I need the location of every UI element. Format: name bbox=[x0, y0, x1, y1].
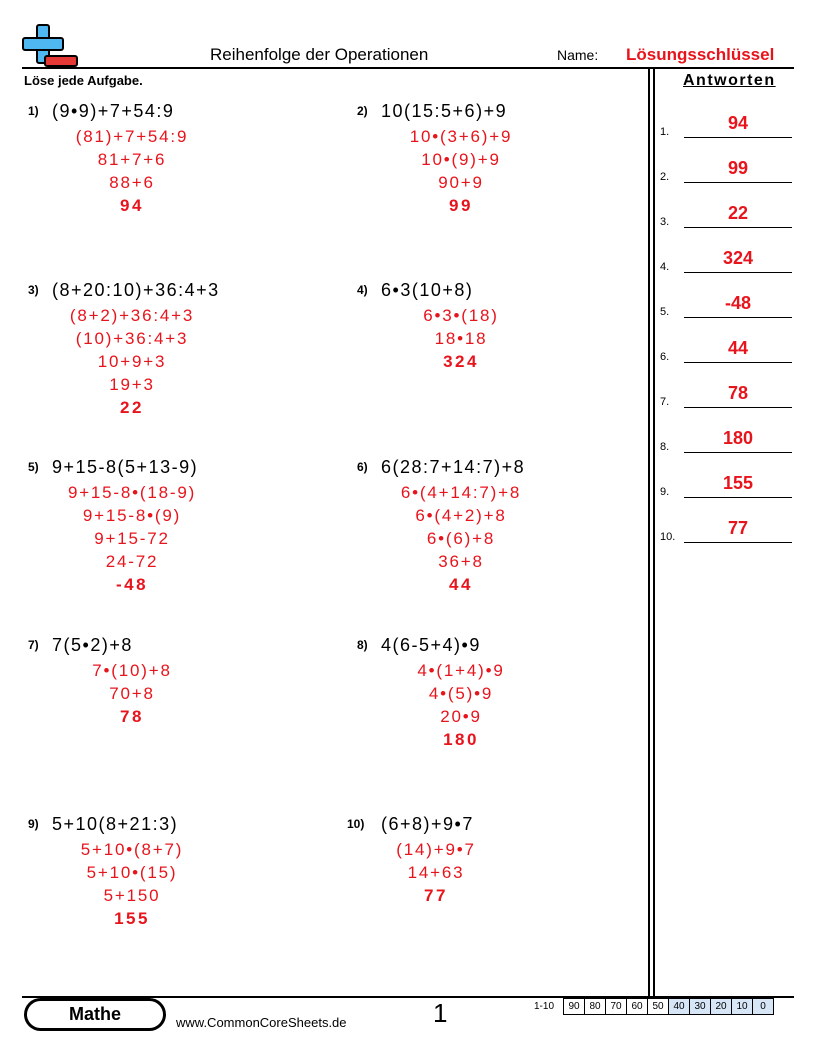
problem-expression: (9•9)+7+54:9 bbox=[52, 101, 175, 121]
logo-icon bbox=[22, 24, 78, 68]
answers-title: Antworten bbox=[683, 72, 776, 89]
header-divider bbox=[22, 67, 794, 69]
score-cell: 0 bbox=[752, 998, 774, 1015]
problem-number: 8) bbox=[357, 638, 368, 652]
score-cell: 50 bbox=[647, 998, 669, 1015]
answer-label: 1. bbox=[660, 126, 670, 138]
column-divider bbox=[653, 68, 655, 996]
problem-expression: 4(6-5+4)•9 bbox=[381, 635, 481, 655]
score-table bbox=[534, 998, 774, 1015]
solution-steps bbox=[381, 304, 541, 373]
answer-row-9 bbox=[660, 470, 795, 500]
answer-line bbox=[684, 542, 792, 543]
score-range-label: 1-10 bbox=[534, 1001, 555, 1012]
problem-expression: 6(28:7+14:7)+8 bbox=[381, 457, 526, 477]
solution-step: 24-72 bbox=[105, 552, 159, 571]
solution-step: 14+63 bbox=[407, 863, 465, 882]
solution-result: 44 bbox=[449, 575, 473, 594]
answer-line bbox=[684, 272, 792, 273]
solution-steps bbox=[381, 659, 541, 751]
solution-result: 22 bbox=[120, 398, 144, 417]
solution-step: 10•(3+6)+9 bbox=[409, 127, 513, 146]
solution-steps bbox=[381, 481, 541, 596]
answer-line bbox=[684, 362, 792, 363]
problem-number: 2) bbox=[357, 104, 368, 118]
problem-expression: (8+20:10)+36:4+3 bbox=[52, 280, 220, 300]
name-label: Name: bbox=[557, 47, 599, 63]
answer-label: 5. bbox=[660, 306, 670, 318]
problem-number: 3) bbox=[28, 283, 39, 297]
answer-label: 7. bbox=[660, 396, 670, 408]
solution-result: 94 bbox=[120, 196, 144, 215]
answer-line bbox=[684, 317, 792, 318]
answer-row-4 bbox=[660, 245, 795, 275]
subject-label: Mathe bbox=[27, 1001, 163, 1028]
answer-row-3 bbox=[660, 200, 795, 230]
solution-step: 4•(5)•9 bbox=[428, 684, 494, 703]
problem-number: 1) bbox=[28, 104, 39, 118]
answer-label: 8. bbox=[660, 441, 670, 453]
instructions: Löse jede Aufgabe. bbox=[24, 73, 143, 88]
solution-steps bbox=[381, 125, 541, 217]
score-cell: 60 bbox=[626, 998, 648, 1015]
answer-row-8 bbox=[660, 425, 795, 455]
solution-step: 10•(9)+9 bbox=[421, 150, 501, 169]
answer-value: 180 bbox=[722, 428, 754, 448]
answer-line bbox=[684, 227, 792, 228]
problem-expression: 5+10(8+21:3) bbox=[52, 814, 179, 834]
answer-value: 22 bbox=[727, 203, 749, 223]
score-cell: 30 bbox=[689, 998, 711, 1015]
solution-step: 9+15-8•(9) bbox=[82, 506, 182, 525]
solution-step: 10+9+3 bbox=[97, 352, 167, 371]
solution-steps bbox=[381, 838, 491, 907]
problem-number: 4) bbox=[357, 283, 368, 297]
solution-result: 155 bbox=[114, 909, 150, 928]
problem-number: 7) bbox=[28, 638, 39, 652]
answer-label: 9. bbox=[660, 486, 670, 498]
answer-value: 77 bbox=[727, 518, 749, 538]
answer-row-6 bbox=[660, 335, 795, 365]
answer-label: 10. bbox=[660, 531, 676, 543]
solution-result: -48 bbox=[115, 575, 149, 594]
solution-step: 6•(6)+8 bbox=[426, 529, 496, 548]
score-cell: 40 bbox=[668, 998, 690, 1015]
solution-step: 7•(10)+8 bbox=[92, 661, 172, 680]
problem-number: 9) bbox=[28, 817, 39, 831]
solution-step: 20•9 bbox=[440, 707, 482, 726]
solution-steps bbox=[52, 304, 212, 419]
solution-step: 6•3•(18) bbox=[423, 306, 499, 325]
answer-label: 6. bbox=[660, 351, 670, 363]
problem-expression: 6•3(10+8) bbox=[381, 280, 474, 300]
answer-line bbox=[684, 182, 792, 183]
answer-label: 3. bbox=[660, 216, 670, 228]
solution-step: 6•(4+14:7)+8 bbox=[400, 483, 522, 502]
answer-line bbox=[684, 497, 792, 498]
solution-step: 9+15-8•(18-9) bbox=[67, 483, 197, 502]
solution-step: 70+8 bbox=[109, 684, 155, 703]
problem-expression: 9+15-8(5+13-9) bbox=[52, 457, 199, 477]
answer-row-2 bbox=[660, 155, 795, 185]
solution-step: (10)+36:4+3 bbox=[75, 329, 189, 348]
answer-value: 78 bbox=[727, 383, 749, 403]
answer-value: 94 bbox=[727, 113, 749, 133]
column-divider bbox=[648, 68, 650, 996]
solution-step: 36+8 bbox=[438, 552, 484, 571]
solution-step: 90+9 bbox=[438, 173, 484, 192]
solution-step: (8+2)+36:4+3 bbox=[69, 306, 195, 325]
score-cell: 70 bbox=[605, 998, 627, 1015]
answer-line bbox=[684, 407, 792, 408]
solution-result: 77 bbox=[424, 886, 448, 905]
problem-expression: 7(5•2)+8 bbox=[52, 635, 133, 655]
problem-number: 5) bbox=[28, 460, 39, 474]
problem-number: 10) bbox=[347, 817, 365, 831]
answer-label: 4. bbox=[660, 261, 670, 273]
answer-line bbox=[684, 137, 792, 138]
solution-step: 5+10•(15) bbox=[86, 863, 178, 882]
solution-steps bbox=[52, 125, 212, 217]
answer-value: 44 bbox=[727, 338, 749, 358]
solution-result: 324 bbox=[443, 352, 479, 371]
answer-value: 324 bbox=[722, 248, 754, 268]
solution-step: 9+15-72 bbox=[94, 529, 170, 548]
solution-step: (81)+7+54:9 bbox=[75, 127, 189, 146]
solution-result: 99 bbox=[449, 196, 473, 215]
score-cell: 20 bbox=[710, 998, 732, 1015]
answer-value: 99 bbox=[727, 158, 749, 178]
solution-step: 4•(1+4)•9 bbox=[417, 661, 505, 680]
solution-step: 6•(4+2)+8 bbox=[415, 506, 507, 525]
answer-value: 155 bbox=[722, 473, 754, 493]
solution-step: (14)+9•7 bbox=[396, 840, 476, 859]
solution-step: 5+10•(8+7) bbox=[80, 840, 184, 859]
solution-result: 78 bbox=[120, 707, 144, 726]
solution-step: 19+3 bbox=[109, 375, 155, 394]
solution-steps bbox=[52, 838, 212, 930]
solution-step: 81+7+6 bbox=[97, 150, 167, 169]
page-number: 1 bbox=[433, 998, 448, 1028]
score-cell: 90 bbox=[563, 998, 585, 1015]
problem-expression: (6+8)+9•7 bbox=[381, 814, 474, 834]
subject-badge bbox=[24, 998, 166, 1031]
answer-value: -48 bbox=[724, 293, 751, 313]
answer-row-7 bbox=[660, 380, 795, 410]
problem-number: 6) bbox=[357, 460, 368, 474]
answer-row-10 bbox=[660, 515, 795, 545]
answer-key-label: Lösungsschlüssel bbox=[626, 45, 775, 64]
score-cell: 10 bbox=[731, 998, 753, 1015]
solution-result: 180 bbox=[443, 730, 479, 749]
answer-row-5 bbox=[660, 290, 795, 320]
solution-step: 18•18 bbox=[434, 329, 488, 348]
problem-expression: 10(15:5+6)+9 bbox=[381, 101, 508, 121]
solution-steps bbox=[52, 659, 212, 728]
solution-steps bbox=[52, 481, 212, 596]
score-cell: 80 bbox=[584, 998, 606, 1015]
answer-row-1 bbox=[660, 110, 795, 140]
answer-line bbox=[684, 452, 792, 453]
solution-step: 5+150 bbox=[103, 886, 161, 905]
worksheet-title: Reihenfolge der Operationen bbox=[210, 45, 429, 64]
answer-label: 2. bbox=[660, 171, 670, 183]
site-url: www.CommonCoreSheets.de bbox=[176, 1015, 347, 1030]
solution-step: 88+6 bbox=[109, 173, 155, 192]
